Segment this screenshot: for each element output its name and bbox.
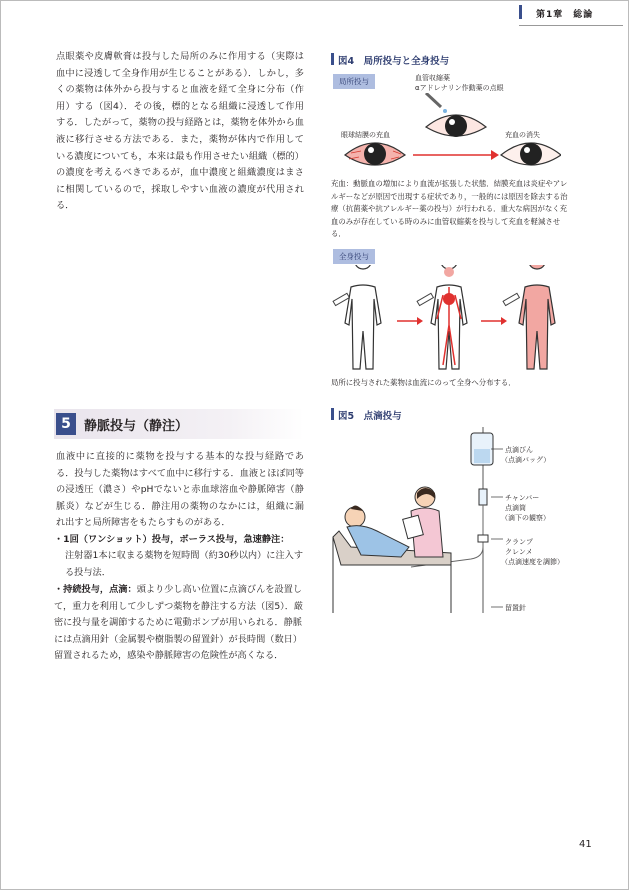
bullet-1-heading: ・1回（ワンショット）投与，ボーラス投与，急速静注： — [54, 534, 290, 545]
systemic-admin-tag: 全身投与 — [333, 249, 375, 264]
section-title: 静脈投与（静注） — [84, 419, 189, 434]
eye-red-icon — [345, 143, 405, 165]
local-admin-description: 充血：動脈血の増加により血流が拡張した状態．結膜充血は炎症やアレルギーなどが原因で出現する症状であり，一般的には原因を除去する治療（抗菌薬や抗アレルギー薬の投与）が行われる．重大な病因がなく充血のみが存在している時のみに血管収縮薬を投与して充血を軽減させる． — [331, 179, 568, 239]
arrow-icon — [481, 317, 507, 325]
syringe-icon — [333, 293, 349, 305]
fig5-marker — [331, 408, 334, 420]
bullet-2-heading: ・持続投与，点滴： — [54, 584, 137, 595]
body-paragraph-1: 点眼薬や皮膚軟膏は投与した局所のみに作用する（実際は血中に浸透して全身作用が生じることがある）．しかし，多くの薬物は体外から投与すると血液を経て全身に分布（作用）する（図4）．その後，標的となる組織に浸透して作用する．したがって，薬物の投与経路とは，薬物を体外から血液に移行させる方法である．また，薬物が体内で作用している濃度についても，本来は最も作用させたい組織（標的）の濃度を考えるべきであるが，血中濃度と組織濃度はまさに相関しているので，採取しやすい血液の濃度が代用される． — [56, 51, 304, 212]
fig5-caption: 図5 点滴投与 — [338, 411, 402, 422]
bullet-2 — [54, 582, 304, 665]
eye-illustration — [331, 93, 561, 177]
chamber-sublabel-2: （滴下の観察） — [501, 514, 550, 522]
section-number: 5 — [56, 413, 76, 435]
page-number: 41 — [579, 839, 592, 850]
fig4-caption: 図4 局所投与と全身投与 — [338, 56, 450, 67]
local-admin-tag: 局所投与 — [333, 74, 375, 89]
eye-right-label: 充血の消失 — [505, 131, 540, 139]
body-figure-3 — [519, 265, 555, 369]
clamp-sublabel-1: クレンメ — [505, 548, 533, 556]
chamber-sublabel-1: 点滴筒 — [505, 504, 526, 512]
arrow-icon — [397, 317, 423, 325]
body-figure-2 — [431, 265, 467, 369]
fig4-marker — [331, 53, 334, 65]
eye-treated-icon — [426, 115, 486, 137]
drip-illustration — [331, 427, 501, 617]
body-figure-1 — [345, 265, 381, 369]
arrow-icon — [413, 150, 499, 160]
systemic-admin-description: 局所に投与された薬物は血流にのって全身へ分布する． — [331, 378, 516, 387]
syringe-icon — [417, 293, 433, 305]
chamber-label: チャンバー — [505, 494, 540, 502]
chapter-marker — [519, 5, 522, 19]
syringe-icon — [503, 293, 519, 305]
drop-label-1: 血管収縮薬 — [415, 74, 450, 82]
eye-clear-icon — [501, 143, 561, 165]
eye-left-label: 眼球結膜の充血 — [341, 131, 390, 139]
needle-label: 留置針 — [505, 604, 526, 612]
chapter-title: 第1章 総論 — [536, 10, 594, 20]
clamp-label: クランプ — [505, 538, 533, 546]
bullet-1-body: 注射器1本に収まる薬物を短時間（約30秒以内）に注入する投与法． — [65, 550, 304, 578]
clamp-sublabel-2: （点滴速度を調節） — [501, 558, 564, 566]
systemic-body-illustration — [331, 265, 571, 375]
bullet-2-body: 頭より少し高い位置に点滴びんを設置して，重力を利用して少しずつ薬物を静注する方法（図5）．厳密に投与量を調節するために電動ポンプが用いられる．静脈には点滴用針（金属製や樹脂製の留置針）が長時間（数日）留置されるため，感染や静脈障害の危険性が高くなる． — [54, 584, 304, 662]
body-paragraph-2: 血液中に直接的に薬物を投与する基本的な投与経路である．投与した薬物はすべて血中に移行する．血液とほぼ同等の浸透圧（濃さ）やpHでないと赤血球溶血や静脈障害（静脈炎）などが生じる．静注用の薬物のなかには，組織に漏れ出すと局所障害をもたらすものがある． — [56, 451, 304, 529]
bottle-label: 点滴びん — [505, 446, 533, 454]
eye-dropper-icon — [426, 93, 447, 113]
drop-label-2: αアドレナリン作動薬の点眼 — [415, 84, 504, 92]
bottle-sublabel: （点滴バッグ） — [501, 456, 551, 464]
header-rule — [519, 25, 623, 26]
